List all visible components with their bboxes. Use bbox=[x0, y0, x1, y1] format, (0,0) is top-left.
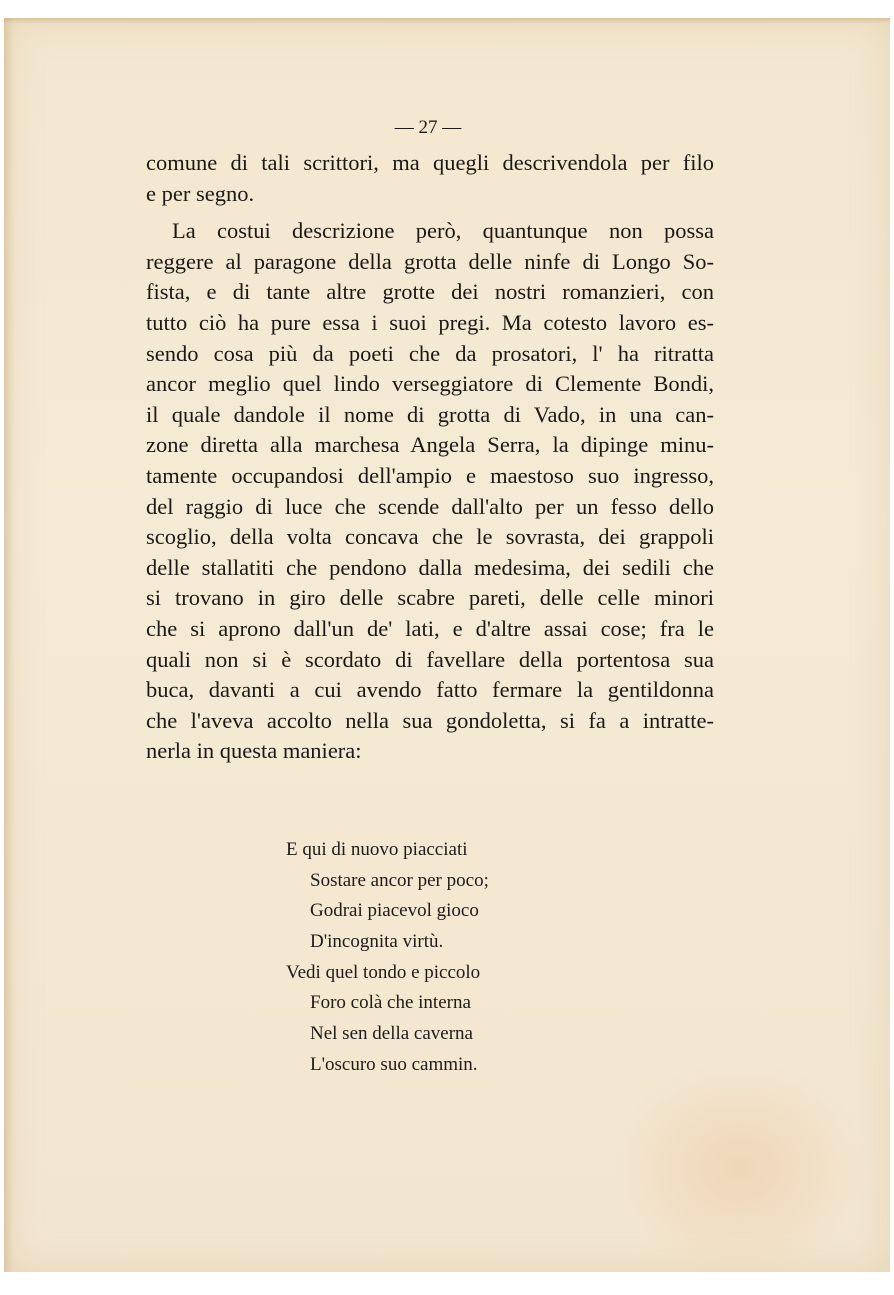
poem-verse: Nel sen della caverna bbox=[310, 1023, 473, 1045]
prose-line: zone diretta alla marchesa Angela Serra, la dipinge minu- bbox=[146, 432, 714, 458]
prose-line: tamente occupandosi dell'ampio e maestoso suo ingresso, bbox=[146, 462, 714, 488]
poem-verse: D'incognita virtù. bbox=[310, 931, 444, 953]
poem-block bbox=[286, 835, 489, 1081]
prose-line: nerla in questa maniera: bbox=[146, 738, 362, 764]
prose-line: tutto ciò ha pure essa i suoi pregi. Ma cotesto lavoro es- bbox=[146, 309, 714, 335]
poem-verse: Foro colà che interna bbox=[310, 992, 471, 1014]
poem-verse: Vedi quel tondo e piccolo bbox=[286, 961, 481, 983]
prose-line: scoglio, della volta concava che le sovrasta, dei grappoli bbox=[146, 524, 714, 550]
poem-verse: Sostare ancor per poco; bbox=[310, 869, 489, 891]
prose-line: La costui descrizione però, quantunque non possa bbox=[172, 218, 714, 244]
prose-line: quali non si è scordato di favellare della portentosa sua bbox=[146, 646, 714, 672]
prose-line: ancor meglio quel lindo verseggiatore di Clemente Bondi, bbox=[146, 371, 714, 397]
page-top-edge bbox=[4, 18, 890, 24]
prose-line: il quale dandole il nome di grotta di Vado, in una can- bbox=[146, 401, 714, 427]
prose-line: si trovano in giro delle scabre pareti, delle celle minori bbox=[146, 585, 714, 611]
prose-line: delle stallatiti che pendono dalla medesima, dei sedili che bbox=[146, 554, 714, 580]
prose-body bbox=[146, 148, 714, 767]
prose-line: comune di tali scrittori, ma quegli descrivendola per filo bbox=[146, 150, 714, 175]
paper-stain bbox=[610, 1058, 870, 1278]
prose-line: fista, e di tante altre grotte dei nostri romanzieri, con bbox=[146, 279, 714, 305]
paragraph-gap bbox=[146, 209, 714, 216]
prose-line: buca, davanti a cui avendo fatto fermare la gentildonna bbox=[146, 677, 714, 703]
page-edge-shadow bbox=[4, 18, 14, 1272]
page-number: — 27 — bbox=[394, 117, 462, 138]
prose-line: e per segno. bbox=[146, 180, 255, 206]
prose-line: del raggio di luce che scende dall'alto per un fesso dello bbox=[146, 493, 714, 519]
prose-line: che l'aveva accolto nella sua gondoletta, si fa a intratte- bbox=[146, 707, 714, 733]
prose-line: sendo cosa più da poeti che da prosatori, l' ha ritratta bbox=[146, 340, 714, 366]
poem-verse: L'oscuro suo cammin. bbox=[310, 1053, 478, 1075]
poem-verse: E qui di nuovo piacciati bbox=[286, 839, 468, 860]
prose-line: reggere al paragone della grotta delle ninfe di Longo So- bbox=[146, 248, 714, 274]
poem-verse: Godrai piacevol gioco bbox=[310, 900, 479, 922]
prose-line: che si aprono dall'un de' lati, e d'altre assai cose; fra le bbox=[146, 615, 714, 641]
